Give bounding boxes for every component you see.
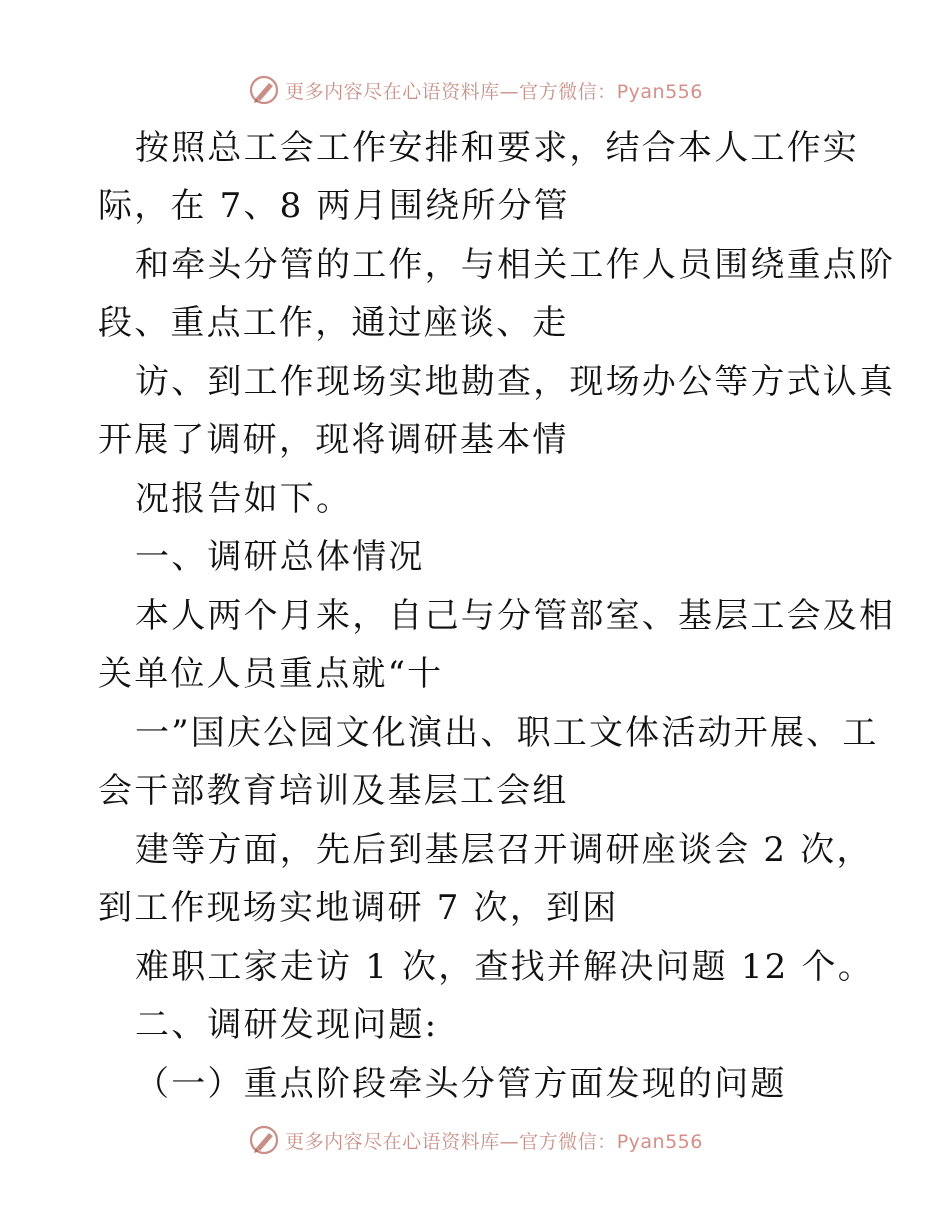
text-line: 按照总工会工作安排和要求，结合本人工作实 xyxy=(135,128,859,168)
watermark-handle: Pyan556 xyxy=(616,1130,703,1153)
watermark-separator: — xyxy=(499,80,520,103)
text-line: 开展了调研，现将调研基本情 xyxy=(98,420,569,460)
text-line: 况报告如下。 xyxy=(135,479,353,519)
section-heading: 二、调研发现问题: xyxy=(135,1005,439,1045)
watermark-label: 官方微信： xyxy=(519,1130,617,1153)
text-line: 难职工家走访 1 次，查找并解决问题 12 个。 xyxy=(135,947,874,987)
watermark-label: 官方微信： xyxy=(519,80,617,103)
watermark-text: 更多内容尽在心语资料库 xyxy=(285,80,500,103)
watermark-separator: — xyxy=(499,1130,520,1153)
text-line: 会干部教育培训及基层工会组 xyxy=(98,771,569,811)
pen-circle-icon xyxy=(247,1123,281,1157)
subsection-heading: （一）重点阶段牵头分管方面发现的问题 xyxy=(135,1064,787,1104)
text-line: 和牵头分管的工作，与相关工作人员围绕重点阶 xyxy=(135,245,896,285)
text-line: 到工作现场实地调研 7 次，到困 xyxy=(98,888,619,928)
text-line: 访、到工作现场实地勘查，现场办公等方式认真 xyxy=(135,362,896,402)
text-line: 一”国庆公园文化演出、职工文体活动开展、工 xyxy=(135,713,879,753)
section-heading: 一、调研总体情况 xyxy=(135,537,425,577)
text-line: 建等方面，先后到基层召开调研座谈会 2 次， xyxy=(135,830,873,870)
text-line: 关单位人员重点就“十 xyxy=(98,654,444,694)
watermark-text: 更多内容尽在心语资料库 xyxy=(285,1130,500,1153)
watermark-header xyxy=(0,70,950,110)
watermark-handle: Pyan556 xyxy=(616,80,703,103)
text-line: 本人两个月来，自己与分管部室、基层工会及相 xyxy=(135,596,896,636)
watermark-footer xyxy=(0,1120,950,1160)
text-line: 际，在 7、8 两月围绕所分管 xyxy=(98,186,570,226)
text-line: 段、重点工作，通过座谈、走 xyxy=(98,303,569,343)
pen-circle-icon xyxy=(247,73,281,107)
